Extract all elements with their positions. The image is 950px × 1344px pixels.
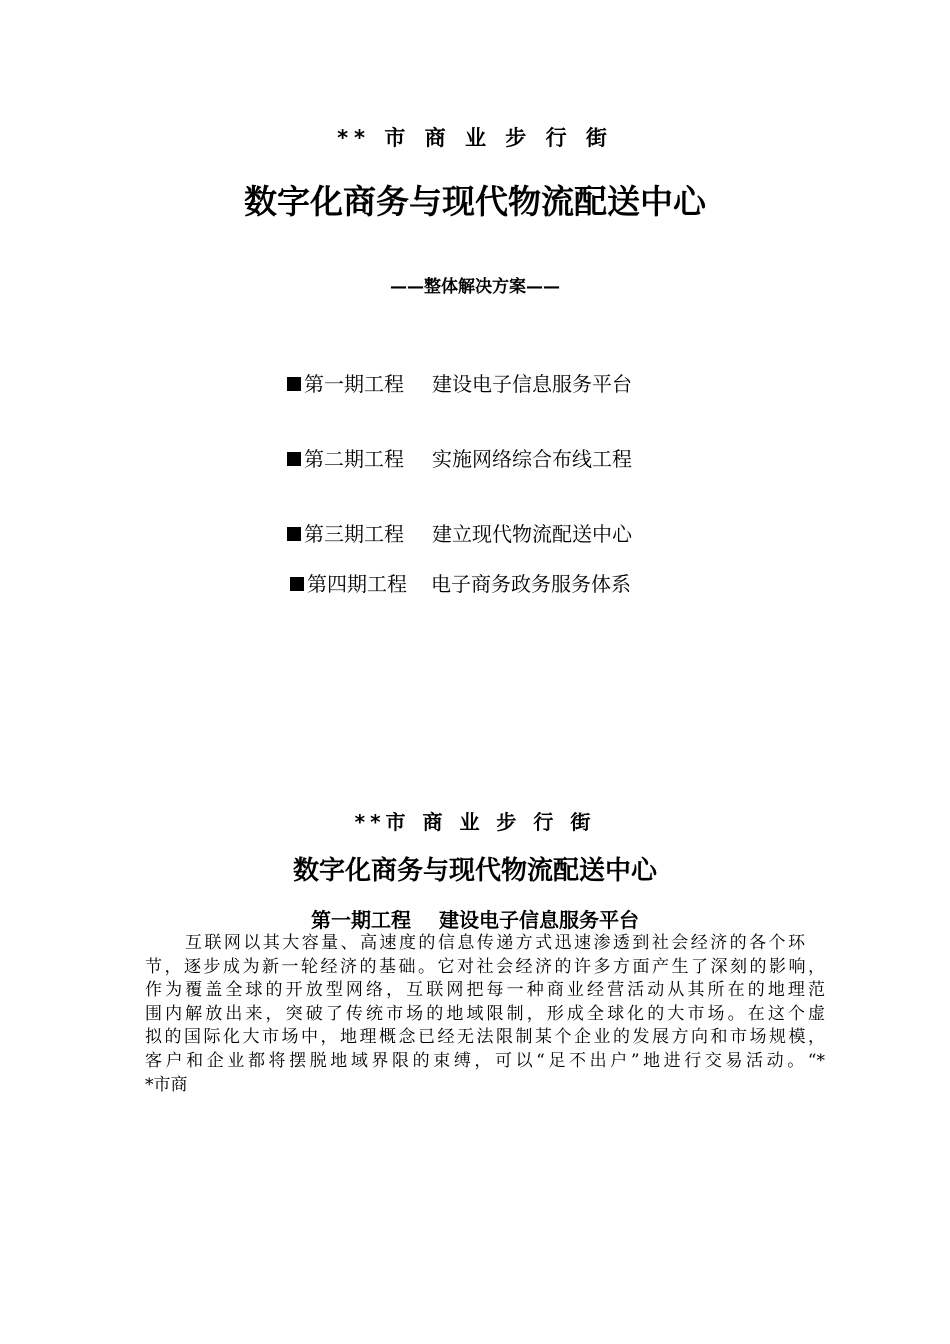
phase-desc: 建立现代物流配送中心	[432, 522, 632, 546]
paragraph-line: *市商	[145, 1074, 188, 1095]
square-bullet-icon	[290, 577, 304, 591]
phase-item-2	[287, 443, 632, 472]
phase-name: 第四期工程	[307, 572, 407, 596]
square-bullet-icon	[287, 377, 301, 391]
section-name: 第一期工程	[311, 908, 411, 932]
phase-item-4	[290, 568, 631, 597]
cover-title: 数字化商务与现代物流配送中心	[244, 182, 706, 221]
paragraph-line: 围内解放出来，突破了传统市场的地域限制，形成全球化的大市场。在这个虚	[145, 1003, 825, 1024]
phase-item-1	[287, 368, 632, 397]
square-bullet-icon	[287, 452, 301, 466]
cover-org-name: ** 市 商 业 步 行 街	[337, 126, 613, 150]
phase-item-3	[287, 518, 632, 547]
paragraph-line: 互联网以其大容量、高速度的信息传递方式迅速渗透到社会经济的各个环	[185, 933, 805, 953]
phase-desc: 电子商务政务服务体系	[431, 572, 631, 596]
paragraph-line: 拟的国际化大市场中，地理概念已经无法限制某个企业的发展方向和市场规模，	[145, 1027, 825, 1048]
body-org-name: **市 商 业 步 行 街	[354, 810, 596, 834]
phase-name: 第二期工程	[304, 447, 404, 471]
body-paragraph	[145, 932, 825, 1097]
body-title: 数字化商务与现代物流配送中心	[292, 856, 657, 886]
paragraph-line: 节，逐步成为新一轮经济的基础。它对社会经济的许多方面产生了深刻的影响，	[145, 956, 825, 977]
phase-desc: 实施网络综合布线工程	[432, 447, 632, 471]
paragraph-line: 作为覆盖全球的开放型网络，互联网把每一种商业经营活动从其所在的地理范	[145, 980, 825, 1001]
section-desc: 建设电子信息服务平台	[439, 908, 639, 932]
paragraph-line: 客户和企业都将摆脱地域界限的束缚，可以“足不出户”地进行交易活动。“*	[145, 1050, 825, 1071]
phase-name: 第一期工程	[304, 372, 404, 396]
square-bullet-icon	[287, 527, 301, 541]
phase-desc: 建设电子信息服务平台	[432, 372, 632, 396]
cover-subtitle: ——整体解决方案——	[390, 277, 560, 297]
phase-name: 第三期工程	[304, 522, 404, 546]
section-heading	[0, 904, 950, 933]
